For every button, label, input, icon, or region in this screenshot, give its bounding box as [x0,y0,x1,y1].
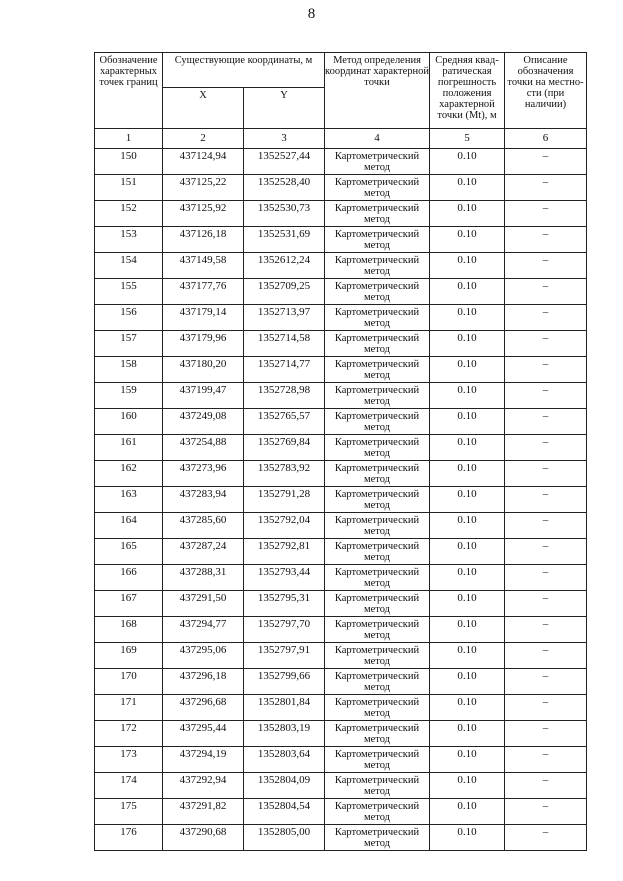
cell-point: 165 [95,539,163,565]
cell-y: 1352528,40 [244,175,325,201]
cell-x: 437249,08 [163,409,244,435]
cell-mt: 0.10 [430,149,505,175]
cell-method: Картометрический метод [325,513,430,539]
cell-x: 437125,92 [163,201,244,227]
cell-mt: 0.10 [430,357,505,383]
cell-description: – [505,149,587,175]
cell-point: 176 [95,825,163,851]
cell-x: 437294,19 [163,747,244,773]
cell-point: 156 [95,305,163,331]
cell-description: – [505,409,587,435]
column-number: 6 [505,129,587,149]
cell-y: 1352805,00 [244,825,325,851]
cell-method: Картометрический метод [325,435,430,461]
cell-method: Картометрический метод [325,227,430,253]
cell-description: – [505,253,587,279]
cell-method: Картометрический метод [325,305,430,331]
cell-mt: 0.10 [430,539,505,565]
cell-description: – [505,383,587,409]
cell-description: – [505,461,587,487]
cell-mt: 0.10 [430,201,505,227]
table-row [95,149,587,175]
cell-description: – [505,617,587,643]
cell-x: 437287,24 [163,539,244,565]
cell-mt: 0.10 [430,565,505,591]
table-header-row [95,53,587,88]
cell-method: Картометрический метод [325,825,430,851]
cell-method: Картометрический метод [325,461,430,487]
cell-y: 1352804,54 [244,799,325,825]
table-row [95,461,587,487]
cell-point: 158 [95,357,163,383]
cell-point: 174 [95,773,163,799]
cell-method: Картометрический метод [325,591,430,617]
cell-y: 1352803,64 [244,747,325,773]
column-number: 1 [95,129,163,149]
cell-y: 1352793,44 [244,565,325,591]
cell-method: Картометрический метод [325,487,430,513]
cell-method: Картометрический метод [325,643,430,669]
cell-y: 1352801,84 [244,695,325,721]
cell-x: 437149,58 [163,253,244,279]
cell-x: 437125,22 [163,175,244,201]
cell-y: 1352714,77 [244,357,325,383]
cell-mt: 0.10 [430,643,505,669]
cell-point: 160 [95,409,163,435]
cell-x: 437177,76 [163,279,244,305]
cell-mt: 0.10 [430,383,505,409]
cell-x: 437199,47 [163,383,244,409]
column-number: 2 [163,129,244,149]
cell-method: Картометрический метод [325,253,430,279]
cell-x: 437291,82 [163,799,244,825]
cell-method: Картометрический метод [325,383,430,409]
cell-y: 1352612,24 [244,253,325,279]
cell-y: 1352803,19 [244,721,325,747]
cell-description: – [505,591,587,617]
header-point-designation: Обозначение характерных точек границ [95,53,163,129]
cell-description: – [505,201,587,227]
cell-x: 437288,31 [163,565,244,591]
cell-y: 1352714,58 [244,331,325,357]
cell-method: Картометрический метод [325,331,430,357]
cell-mt: 0.10 [430,747,505,773]
cell-method: Картометрический метод [325,175,430,201]
cell-y: 1352530,73 [244,201,325,227]
cell-x: 437296,68 [163,695,244,721]
header-y: Y [244,88,325,129]
cell-description: – [505,227,587,253]
cell-y: 1352792,81 [244,539,325,565]
column-numbers-row [95,129,587,149]
cell-method: Картометрический метод [325,539,430,565]
table-row [95,617,587,643]
cell-y: 1352728,98 [244,383,325,409]
cell-x: 437292,94 [163,773,244,799]
cell-x: 437254,88 [163,435,244,461]
cell-y: 1352791,28 [244,487,325,513]
cell-method: Картометрический метод [325,695,430,721]
cell-x: 437296,18 [163,669,244,695]
cell-point: 170 [95,669,163,695]
table-row [95,227,587,253]
cell-point: 166 [95,565,163,591]
table-row [95,669,587,695]
cell-mt: 0.10 [430,721,505,747]
table-row [95,279,587,305]
cell-point: 151 [95,175,163,201]
table-row [95,643,587,669]
cell-description: – [505,305,587,331]
cell-mt: 0.10 [430,461,505,487]
header-x: X [163,88,244,129]
cell-y: 1352783,92 [244,461,325,487]
cell-y: 1352792,04 [244,513,325,539]
cell-point: 168 [95,617,163,643]
cell-x: 437295,06 [163,643,244,669]
cell-point: 167 [95,591,163,617]
cell-description: – [505,721,587,747]
table-row [95,747,587,773]
cell-point: 150 [95,149,163,175]
cell-x: 437179,14 [163,305,244,331]
cell-y: 1352804,09 [244,773,325,799]
cell-description: – [505,539,587,565]
cell-mt: 0.10 [430,591,505,617]
cell-description: – [505,695,587,721]
table-row [95,357,587,383]
cell-mt: 0.10 [430,487,505,513]
table-row [95,539,587,565]
cell-point: 155 [95,279,163,305]
cell-description: – [505,773,587,799]
header-mt-error: Средняя квад-ратическая погрешность положения характерной точки (Mt), м [430,53,505,129]
cell-point: 159 [95,383,163,409]
column-number: 5 [430,129,505,149]
cell-method: Картометрический метод [325,747,430,773]
cell-y: 1352713,97 [244,305,325,331]
cell-x: 437291,50 [163,591,244,617]
cell-method: Картометрический метод [325,149,430,175]
cell-y: 1352531,69 [244,227,325,253]
cell-point: 154 [95,253,163,279]
cell-description: – [505,279,587,305]
cell-method: Картометрический метод [325,669,430,695]
cell-method: Картометрический метод [325,799,430,825]
cell-point: 152 [95,201,163,227]
table-row [95,591,587,617]
cell-mt: 0.10 [430,279,505,305]
cell-y: 1352769,84 [244,435,325,461]
table-row [95,435,587,461]
table-row [95,773,587,799]
cell-mt: 0.10 [430,513,505,539]
cell-x: 437273,96 [163,461,244,487]
page-number: 8 [307,6,316,22]
table-row [95,409,587,435]
table-row [95,305,587,331]
cell-description: – [505,799,587,825]
cell-y: 1352799,66 [244,669,325,695]
column-number: 4 [325,129,430,149]
cell-mt: 0.10 [430,617,505,643]
column-number: 3 [244,129,325,149]
cell-mt: 0.10 [430,669,505,695]
cell-y: 1352797,70 [244,617,325,643]
cell-y: 1352765,57 [244,409,325,435]
cell-x: 437295,44 [163,721,244,747]
cell-description: – [505,331,587,357]
cell-description: – [505,175,587,201]
cell-mt: 0.10 [430,305,505,331]
table-row [95,201,587,227]
cell-point: 171 [95,695,163,721]
cell-method: Картометрический метод [325,617,430,643]
table-row [95,513,587,539]
cell-x: 437283,94 [163,487,244,513]
cell-y: 1352709,25 [244,279,325,305]
table-row [95,331,587,357]
cell-mt: 0.10 [430,435,505,461]
cell-description: – [505,435,587,461]
table-row [95,695,587,721]
table-row [95,383,587,409]
cell-x: 437294,77 [163,617,244,643]
cell-mt: 0.10 [430,409,505,435]
cell-description: – [505,825,587,851]
cell-x: 437180,20 [163,357,244,383]
cell-description: – [505,565,587,591]
table-row [95,175,587,201]
cell-method: Картометрический метод [325,279,430,305]
cell-point: 175 [95,799,163,825]
cell-description: – [505,643,587,669]
cell-x: 437179,96 [163,331,244,357]
cell-description: – [505,513,587,539]
cell-point: 157 [95,331,163,357]
header-method: Метод определения координат характерной точки [325,53,430,129]
cell-point: 153 [95,227,163,253]
table-row [95,487,587,513]
cell-y: 1352795,31 [244,591,325,617]
cell-mt: 0.10 [430,253,505,279]
cell-description: – [505,357,587,383]
cell-mt: 0.10 [430,695,505,721]
cell-point: 172 [95,721,163,747]
cell-mt: 0.10 [430,175,505,201]
cell-description: – [505,487,587,513]
header-description: Описание обозначения точки на местно-сти (при наличии) [505,53,587,129]
cell-x: 437124,94 [163,149,244,175]
cell-x: 437285,60 [163,513,244,539]
cell-point: 162 [95,461,163,487]
cell-method: Картометрический метод [325,773,430,799]
table-row [95,565,587,591]
cell-mt: 0.10 [430,331,505,357]
table-row [95,825,587,851]
cell-method: Картометрический метод [325,565,430,591]
cell-method: Картометрический метод [325,357,430,383]
cell-x: 437290,68 [163,825,244,851]
header-coordinates: Существующие координаты, м [163,53,325,88]
boundary-points-table [94,52,587,851]
cell-description: – [505,669,587,695]
cell-description: – [505,747,587,773]
cell-y: 1352797,91 [244,643,325,669]
table-row [95,799,587,825]
cell-x: 437126,18 [163,227,244,253]
cell-mt: 0.10 [430,227,505,253]
cell-method: Картометрический метод [325,409,430,435]
cell-mt: 0.10 [430,773,505,799]
table-row [95,721,587,747]
cell-mt: 0.10 [430,825,505,851]
cell-point: 164 [95,513,163,539]
cell-mt: 0.10 [430,799,505,825]
cell-point: 169 [95,643,163,669]
cell-method: Картометрический метод [325,721,430,747]
cell-point: 161 [95,435,163,461]
table-row [95,253,587,279]
cell-method: Картометрический метод [325,201,430,227]
cell-point: 173 [95,747,163,773]
cell-point: 163 [95,487,163,513]
cell-y: 1352527,44 [244,149,325,175]
